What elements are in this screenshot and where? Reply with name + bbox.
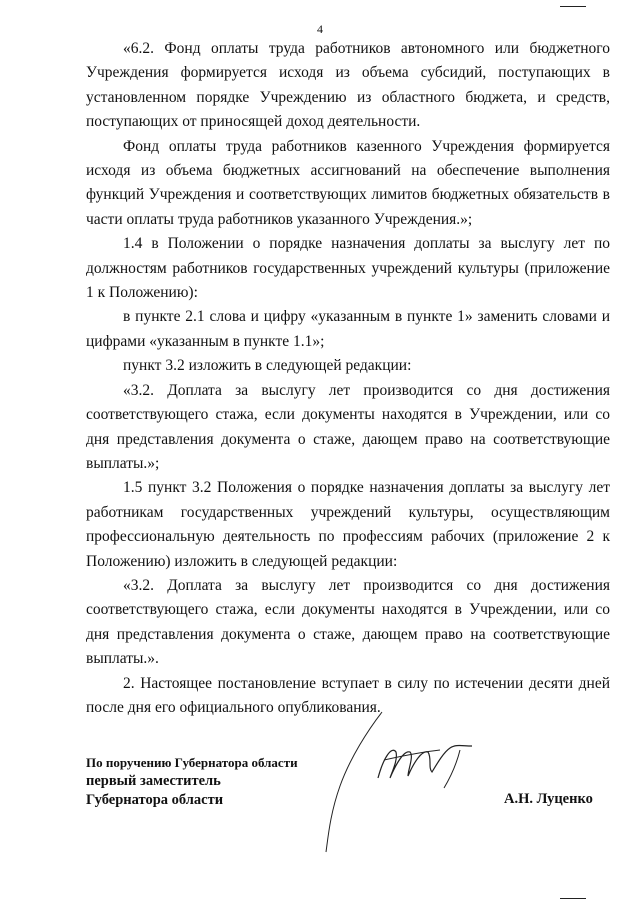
paragraph-5: пункт 3.2 изложить в следующей редакции:: [123, 357, 412, 375]
paragraph-7: 1.5 пункт 3.2 Положения о порядке назначения доплаты за выслугу лет работникам государственных учреждений культуры, осуществляющим профессиональную деятельность по профессиям рабочих (приложение 2 к Положению) изложить в следующей редакции:: [86, 479, 610, 570]
paragraph-2: Фонд оплаты труда работников казенного Учреждения формируется исходя из объема бюджетных ассигнований на обеспечение выполнения функций Учреждения и соответствующих лимитов бюджетных обязательств в части оплаты труда работников указанного Учреждения.»;: [86, 137, 610, 228]
paragraph-1: «6.2. Фонд оплаты труда работников автономного или бюджетного Учреждения формируется исходя из объема субсидий, поступающих в установленном порядке Учреждению из областного бюджета, и средств, поступающих от приносящей доход деятельности.: [86, 40, 610, 131]
paragraph-8: «3.2. Доплата за выслугу лет производится со дня достижения соответствующего стажа, если документы находятся в Учреждении, или со дня представления документа о стаже, дающем право на соответствующие выплаты.».: [86, 576, 610, 668]
corner-mark-bottom: [560, 898, 586, 899]
signature-block: [86, 753, 298, 810]
signature-line-3: Губернатора области: [86, 792, 224, 808]
signer-name: А.Н. Луценко: [504, 791, 593, 807]
paragraph-3: 1.4 в Положении о порядке назначения доплаты за выслугу лет по должностям работников государственных учреждений культуры (приложение 1 к Положению):: [86, 235, 610, 302]
handwritten-signature: [322, 706, 482, 856]
body-text: [86, 37, 610, 720]
corner-mark-top: [560, 6, 586, 7]
signature-line-2: первый заместитель: [86, 773, 221, 789]
paragraph-6: «3.2. Доплата за выслугу лет производится со дня достижения соответствующего стажа, если документы находятся в Учреждении, или со дня представления документа о стаже, дающем право на соответствующие выплаты.»;: [86, 381, 610, 472]
paragraph-4: в пункте 2.1 слова и цифру «указанным в пункте 1» заменить словами и цифрами «указанным в пункте 1.1»;: [86, 308, 610, 350]
paragraph-9: 2. Настоящее постановление вступает в силу по истечении десяти дней после дня его официального опубликования.: [86, 674, 610, 716]
signature-line-1: По поручению Губернатора области: [86, 755, 298, 770]
page-number: 4: [317, 22, 323, 36]
